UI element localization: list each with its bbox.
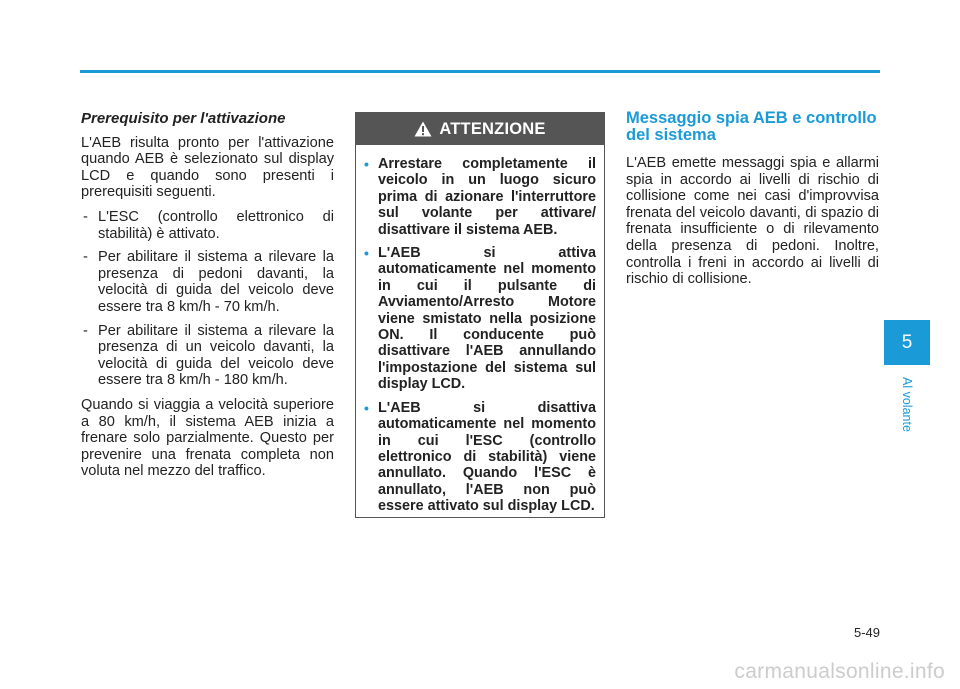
prerequisite-heading: Prerequisito per l'attivazione (81, 110, 286, 127)
bullet-icon: • (364, 399, 369, 416)
section-title: Messaggio spia AEB e controllo del sistema (626, 109, 877, 144)
chapter-label: Al volante (900, 376, 914, 432)
prerequisite-list (81, 209, 334, 389)
section-body: L'AEB emette messaggi spia e allarmi spia in accordo ai livelli di rischio di collisione come nei casi d'improvvisa frenata del veicolo davanti, di spazio di frenata insufficiente o di rilevamento della presenza di pedoni. Inoltre, controlla i freni in accordo ai livelli di rischio di collisione. (626, 155, 879, 288)
bullet-icon: • (364, 156, 369, 172)
warning-header (356, 113, 604, 145)
list-item: - L'ESC (controllo elettronico di stabilità) è attivato. (83, 208, 334, 242)
warning-triangle-icon (414, 121, 432, 137)
chapter-tab: 5 (884, 320, 930, 365)
right-column (626, 108, 879, 296)
warning-box (355, 112, 605, 518)
warning-title: ATTENZIONE (439, 119, 546, 138)
warning-item: • Arrestare completamente il veicolo in un luogo sicuro prima di azionare l'interruttore sul volante per attivare/ disattivare il sistema AEB. (364, 156, 596, 238)
list-item: - Per abilitare il sistema a rilevare la presenza di un veicolo davanti, la velocità di guida del veicolo deve essere tra 8 km/h - 180 km/h. (83, 322, 334, 389)
bullet-icon: • (364, 245, 369, 262)
warning-list (356, 145, 604, 515)
list-item: - Per abilitare il sistema a rilevare la presenza di pedoni davanti, la velocità di guida del veicolo deve essere tra 8 km/h - 70 km/h. (83, 249, 334, 315)
watermark: carmanualsonline.info (734, 660, 945, 683)
warning-item: • L'AEB si disattiva automaticamente nel momento in cui l'ESC (controllo elettronico di stabilità) viene annullato. Quando l'ESC è annullato, l'AEB non può essere attivato sul display LCD. (364, 399, 596, 515)
warning-item: • L'AEB si attiva automaticamente nel momento in cui il pulsante di Avviamento/Arresto Motore viene smistato nella posizione ON. Il conducente può disattivare l'AEB annullando l'impostazione del sistema sul display LCD. (364, 245, 596, 393)
intro-paragraph: L'AEB risulta pronto per l'attivazione quando AEB è selezionato sul display LCD e quando sono presenti i prerequisiti seguenti. (81, 134, 334, 201)
top-rule (80, 70, 880, 73)
page-number: 5-49 (853, 625, 880, 640)
closing-paragraph: Quando si viaggia a velocità superiore a 80 km/h, il sistema AEB inizia a frenare solo parzialmente. Questo per prevenire una frenata completa non voluta nel mezzo del traffico. (81, 396, 334, 480)
left-column (81, 108, 334, 488)
